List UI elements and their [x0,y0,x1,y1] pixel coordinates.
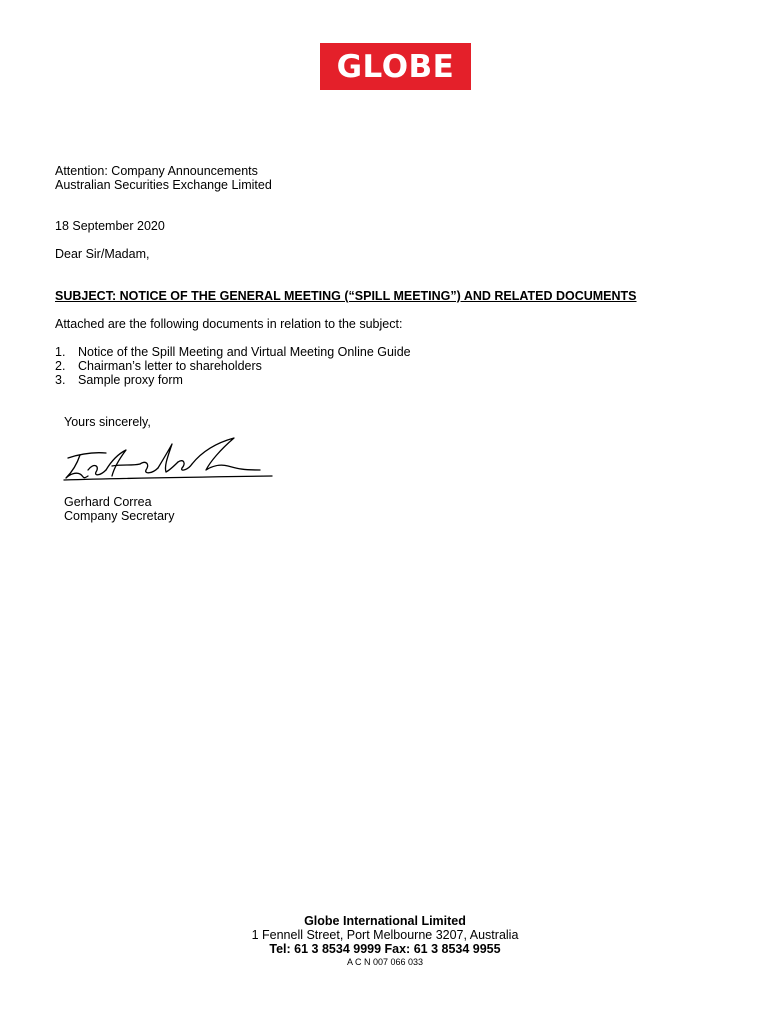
list-item-number: 3. [55,373,66,387]
company-contact: Tel: 61 3 8534 9999 Fax: 61 3 8534 9955 [269,942,501,956]
list-item [55,359,411,373]
letterhead-footer [230,914,540,968]
list-item-text: Notice of the Spill Meeting and Virtual Meeting Online Guide [78,345,411,359]
globe-logo: GLOBE [320,43,471,90]
intro-text: Attached are the following documents in relation to the subject: [55,317,403,331]
list-item [55,345,411,359]
salutation: Dear Sir/Madam, [55,247,150,261]
subject-line: SUBJECT: NOTICE OF THE GENERAL MEETING (“SPILL MEETING”) AND RELATED DOCUMENTS [55,289,637,303]
company-name: Globe International Limited [304,914,466,928]
document-list [55,345,411,387]
attention-line: Attention: Company Announcements [55,164,258,178]
attention-block [55,164,272,192]
signatory-block [64,495,174,523]
recipient-line: Australian Securities Exchange Limited [55,178,272,192]
list-item [55,373,411,387]
list-item-text: Chairman’s letter to shareholders [78,359,262,373]
company-acn: A C N 007 066 033 [346,957,424,967]
signatory-title: Company Secretary [64,509,175,523]
list-item-text: Sample proxy form [78,373,183,387]
list-item-number: 2. [55,359,66,373]
signatory-name: Gerhard Correa [64,495,152,509]
closing: Yours sincerely, [64,415,151,429]
list-item-number: 1. [55,345,66,359]
signature [60,436,275,486]
letter-date: 18 September 2020 [55,219,165,233]
company-address: 1 Fennell Street, Port Melbourne 3207, Australia [251,928,519,942]
